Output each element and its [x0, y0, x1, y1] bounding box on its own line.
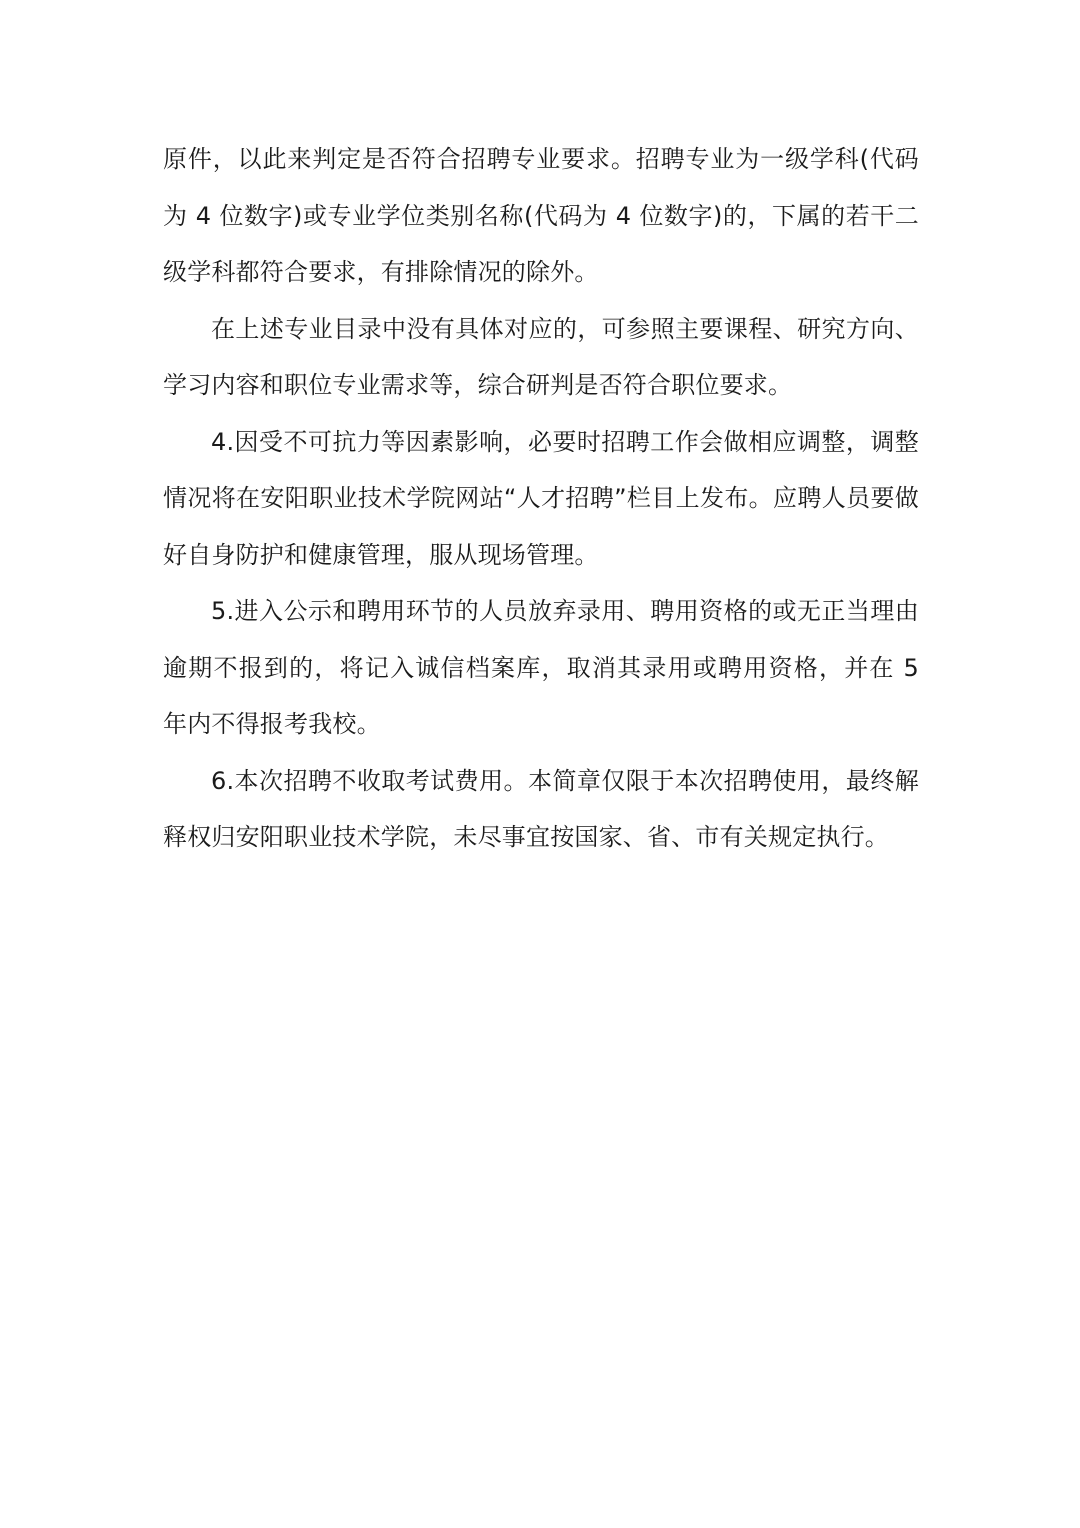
paragraph-item-4: 4.因受不可抗力等因素影响，必要时招聘工作会做相应调整，调整情况将在安阳职业技术学院网站“人才招聘”栏目上发布。应聘人员要做好自身防护和健康管理，服从现场管理。	[163, 427, 919, 569]
paragraph-item-6: 6.本次招聘不收取考试费用。本简章仅限于本次招聘使用，最终解释权归安阳职业技术学院，未尽事宜按国家、省、市有关规定执行。	[163, 766, 919, 851]
paragraph-continuation: 原件，以此来判定是否符合招聘专业要求。招聘专业为一级学科(代码为 4 位数字)或专业学位类别名称(代码为 4 位数字)的，下属的若干二级学科都符合要求，有排除情况的除外。	[163, 145, 919, 286]
paragraph-major-catalog: 在上述专业目录中没有具体对应的，可参照主要课程、研究方向、学习内容和职位专业需求等，综合研判是否符合职位要求。	[163, 314, 919, 399]
paragraph-item-5: 5.进入公示和聘用环节的人员放弃录用、聘用资格的或无正当理由逾期不报到的，将记入诚信档案库，取消其录用或聘用资格，并在 5 年内不得报考我校。	[163, 597, 919, 738]
document-body	[163, 131, 919, 866]
